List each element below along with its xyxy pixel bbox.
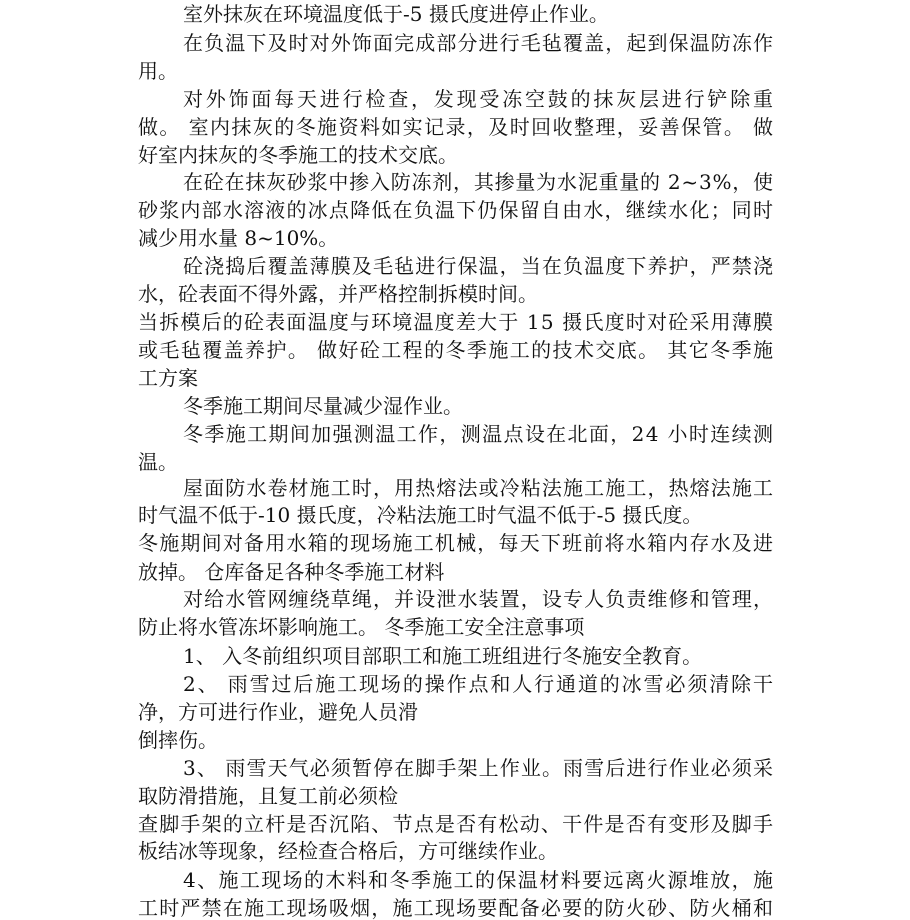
text-line: 时气温不低于-10 摄氏度，冷粘法施工时气温不低于-5 摄氏度。 (138, 503, 703, 527)
text-line: 室外抹灰在环境温度低于-5 摄氏度进停止作业。 (183, 2, 609, 26)
text-line: 4、施工现场的木料和冬季施工的保温材料要远离火源堆放，施 (183, 868, 775, 892)
text-line: 2、 雨雪过后施工现场的操作点和人行通道的冰雪必须清除干 (183, 672, 775, 696)
text-line: 板结冰等现象，经检查合格后，方可继续作业。 (138, 839, 558, 863)
text-line: 防止将水管冻坏影响施工。 冬季施工安全注意事项 (138, 615, 585, 639)
text-line: 倒摔伤。 (138, 728, 218, 752)
text-line: 取防滑措施，且复工前必须检 (138, 784, 398, 808)
text-line: 好室内抹灰的冬季施工的技术交底。 (138, 143, 458, 167)
text-line: 在砼在抹灰砂浆中掺入防冻剂，其掺量为水泥重量的 2~3%，使 (183, 170, 774, 194)
text-line: 对给水管网缠绕草绳，并设泄水装置，设专人负责维修和管理， (183, 587, 775, 611)
text-line: 砂浆内部水溶液的冰点降低在负温下仍保留自由水，继续水化；同时 (138, 198, 775, 222)
text-line: 减少用水量 8~10%。 (138, 226, 339, 250)
text-line: 对外饰面每天进行检查，发现受冻空鼓的抹灰层进行铲除重 (183, 87, 776, 111)
text-line: 查脚手架的立杆是否沉陷、节点是否有松动、干件是否有变形及脚手 (138, 812, 775, 836)
text-line: 水，砼表面不得外露，并严格控制拆模时间。 (138, 282, 538, 306)
text-line: 屋面防水卷材施工时，用热熔法或冷粘法施工施工，热熔法施工 (183, 476, 775, 500)
text-line: 冬季施工期间加强测温工作，测温点设在北面，24 小时连续测 (183, 422, 775, 446)
text-line: 工时严禁在施工现场吸烟，施工现场要配备必要的防火砂、防火桶和 (138, 896, 775, 920)
text-line: 温。 (138, 450, 178, 474)
text-line: 净，方可进行作业，避免人员滑 (138, 700, 418, 724)
text-line: 当拆模后的砼表面温度与环境温度差大于 15 摄氏度时对砼采用薄膜 (138, 310, 775, 334)
text-line: 3、 雨雪天气必须暂停在脚手架上作业。雨雪后进行作业必须采 (183, 756, 775, 780)
text-line: 做。 室内抹灰的冬施资料如实记录，及时回收整理，妥善保管。 做 (138, 115, 775, 139)
text-line: 冬季施工期间尽量减少湿作业。 (183, 394, 463, 418)
text-line: 在负温下及时对外饰面完成部分进行毛毡覆盖，起到保温防冻作 (183, 31, 775, 55)
text-line: 工方案 (138, 366, 198, 390)
text-line: 放掉。 仓库备足各种冬季施工材料 (138, 560, 445, 584)
text-line: 用。 (138, 59, 178, 83)
text-line: 冬施期间对备用水箱的现场施工机械，每天下班前将水箱内存水及进 (138, 531, 775, 555)
text-line: 或毛毡覆盖养护。 做好砼工程的冬季施工的技术交底。 其它冬季施 (138, 338, 775, 362)
text-line: 1、 入冬前组织项目部职工和施工班组进行冬施安全教育。 (183, 644, 703, 668)
text-line: 砼浇捣后覆盖薄膜及毛毡进行保温，当在负温度下养护，严禁浇 (183, 254, 775, 278)
